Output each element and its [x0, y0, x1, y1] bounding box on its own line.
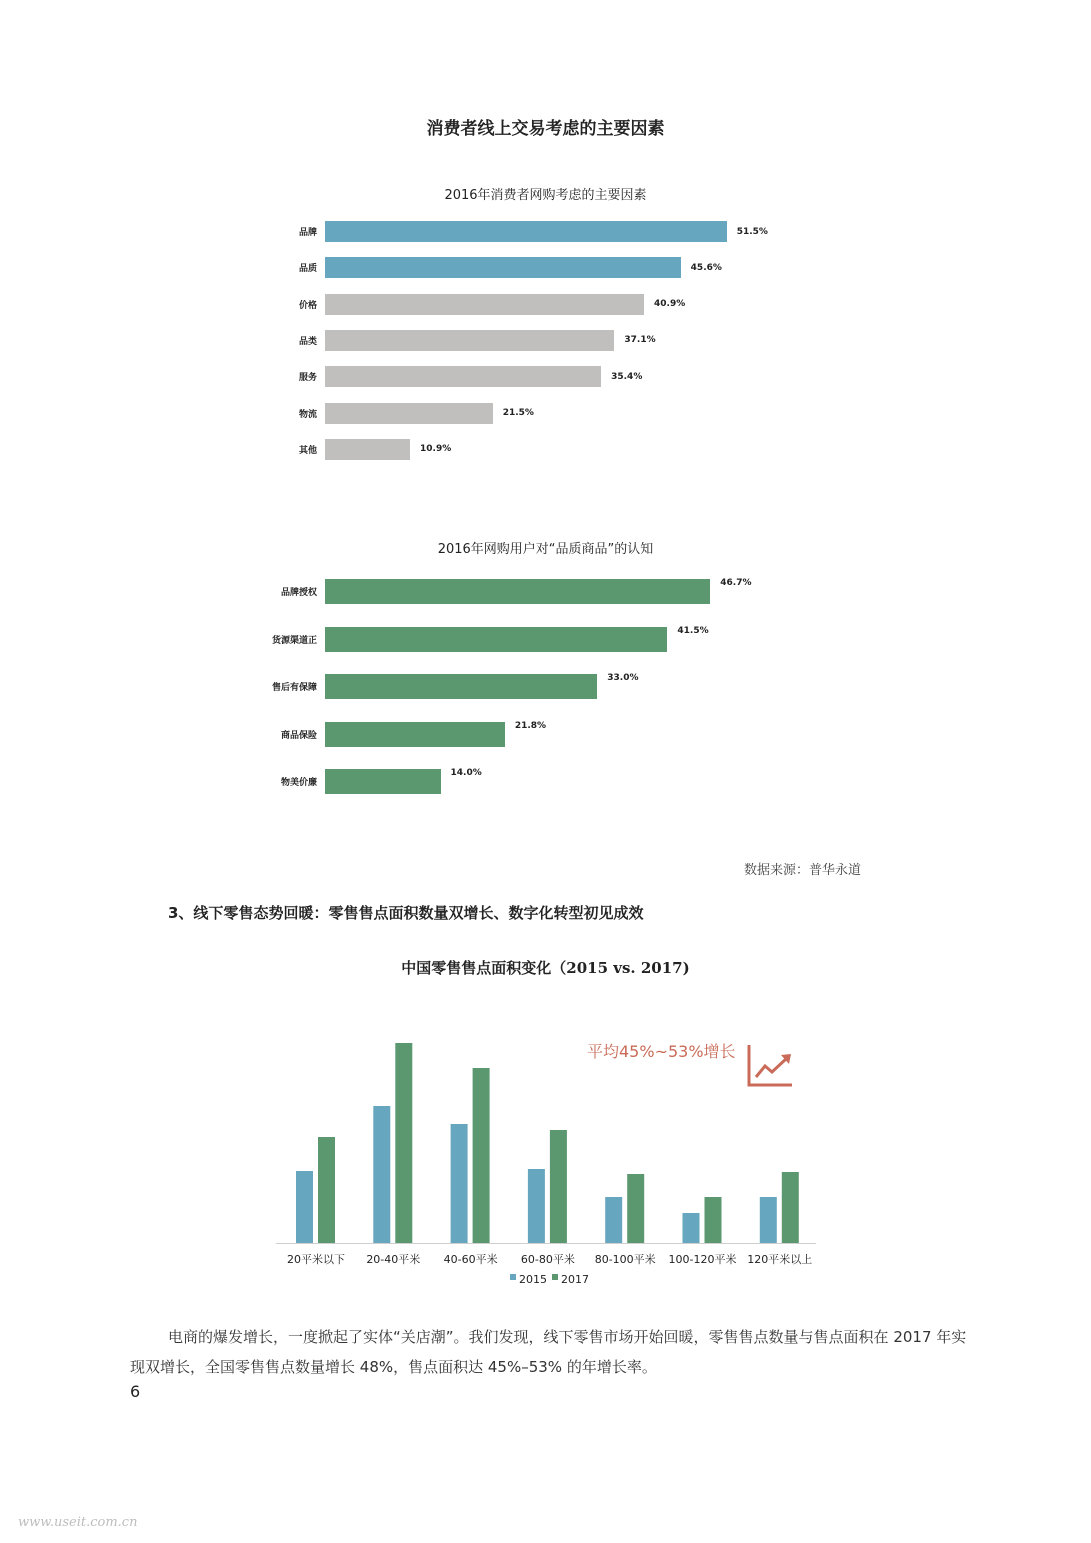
bar-value-label: 10.9% — [420, 444, 452, 455]
growth-annotation: 平均45%~53%增长 — [587, 1042, 736, 1061]
column-bar — [296, 1171, 313, 1243]
column-bar — [683, 1213, 700, 1243]
data-source: 数据来源：普华永道 — [743, 863, 861, 878]
bar-category-label: 品牌 — [298, 228, 317, 238]
chart1-title: 2016年消费者网购考虑的主要因素 — [444, 188, 647, 203]
body-paragraph: 电商的爆发增长，一度掀起了实体“关店潮”。我们发现，线下零售市场开始回暖，零售售点数量与售点面积在 2017 年实现双增长，全国零售售点数量增长 48%，售点面积达 45%–53% 的年增长率。 — [130, 1328, 967, 1376]
x-tick-label: 20-40平米 — [366, 1253, 421, 1266]
bar-value-label: 45.6% — [690, 262, 722, 273]
column-bar — [705, 1197, 722, 1243]
bar-category-label: 物美价廉 — [280, 778, 317, 788]
bar-value-label: 33.0% — [607, 673, 639, 683]
chart3-title: 中国零售售点面积变化（2015 vs. 2017) — [401, 959, 690, 977]
section-title: 消费者线上交易考虑的主要因素 — [426, 119, 665, 139]
bar-category-label: 品质 — [298, 264, 317, 275]
bar-category-label: 品牌授权 — [280, 588, 317, 598]
legend-label: 2015 — [519, 1273, 547, 1286]
watermark: www.useit.com.cn — [18, 1515, 138, 1530]
column-bar — [373, 1106, 390, 1243]
x-tick-label: 100-120平米 — [668, 1253, 737, 1266]
x-tick-label: 120平米以上 — [747, 1253, 813, 1266]
bar-category-label: 售后有保障 — [271, 683, 317, 693]
column-bar — [627, 1174, 644, 1243]
column-bar — [782, 1172, 799, 1243]
legend-label: 2017 — [561, 1273, 589, 1286]
bar-value-label: 14.0% — [450, 768, 482, 778]
legend-swatch — [510, 1274, 516, 1280]
bar-category-label: 物流 — [298, 409, 317, 420]
bar-category-label: 品类 — [298, 336, 317, 347]
column-bar — [451, 1124, 468, 1243]
chart2-title: 2016年网购用户对“品质商品”的认知 — [437, 542, 654, 557]
column-bar — [760, 1197, 777, 1243]
bar-value-label: 41.5% — [677, 625, 709, 636]
x-tick-label: 40-60平米 — [443, 1253, 498, 1266]
bar-value-label: 37.1% — [624, 335, 656, 346]
bar-category-label: 其他 — [298, 445, 317, 456]
legend-swatch — [552, 1274, 558, 1280]
bar-category-label: 服务 — [298, 373, 317, 384]
x-tick-label: 80-100平米 — [594, 1253, 656, 1266]
column-bar — [473, 1068, 490, 1243]
column-bar — [605, 1197, 622, 1243]
column-bar — [318, 1137, 335, 1243]
column-bar — [550, 1130, 567, 1243]
bar-category-label: 价格 — [298, 300, 317, 311]
x-tick-label: 20平米以下 — [287, 1253, 345, 1266]
bar-value-label: 35.4% — [611, 371, 643, 382]
trend-up-icon — [749, 1045, 792, 1085]
bar-value-label: 21.8% — [514, 720, 547, 731]
column-bar — [528, 1169, 545, 1243]
bar-category-label: 商品保险 — [280, 730, 317, 741]
sub-heading: 3、线下零售态势回暖：零售售点面积数量双增长、数字化转型初见成效 — [168, 904, 644, 922]
bar-value-label: 51.5% — [736, 226, 768, 237]
bar-value-label: 40.9% — [654, 299, 686, 310]
column-bar — [395, 1043, 412, 1243]
bar-category-label: 货源渠道正 — [271, 635, 317, 646]
x-tick-label: 60-80平米 — [520, 1253, 575, 1266]
page-number: 6 — [130, 1382, 141, 1401]
bar-value-label: 21.5% — [502, 408, 534, 418]
bar-value-label: 46.7% — [720, 578, 752, 588]
